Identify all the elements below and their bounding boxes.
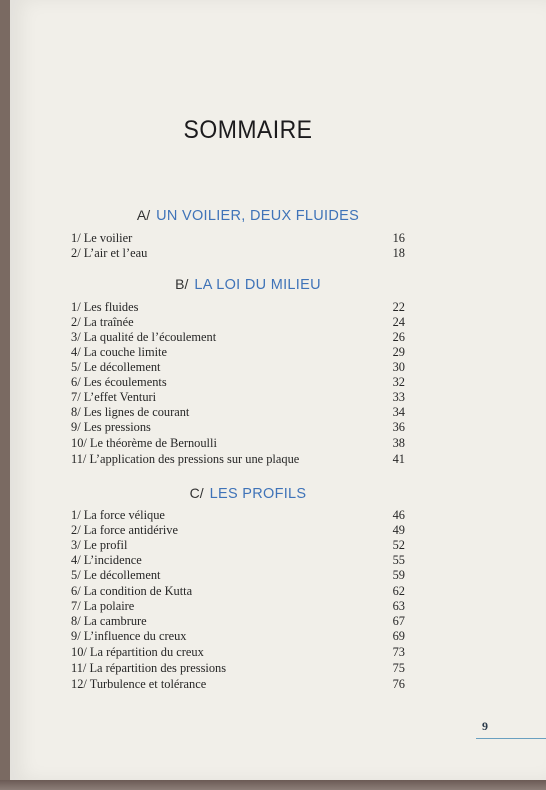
footer-rule xyxy=(476,738,546,739)
toc-entry-label: 6/ Les écoulements xyxy=(71,375,167,389)
toc-entry-label: 2/ La force antidérive xyxy=(71,523,178,537)
toc-entry-label: 7/ La polaire xyxy=(71,599,135,613)
toc-entry-page: 36 xyxy=(392,420,405,434)
toc-entry xyxy=(71,452,405,466)
toc-entry-label: 2/ L’air et l’eau xyxy=(71,246,148,260)
toc-entry-label: 10/ Le théorème de Bernoulli xyxy=(71,436,217,450)
toc-entry xyxy=(71,330,405,344)
toc-entry-page: 16 xyxy=(392,231,405,245)
section-heading-a xyxy=(10,207,486,224)
toc-entry xyxy=(71,538,405,552)
toc-entry xyxy=(71,629,405,643)
toc-entry-label: 3/ La qualité de l’écoulement xyxy=(71,330,217,344)
toc-entry-page: 52 xyxy=(392,538,405,552)
toc-entry-label: 8/ La cambrure xyxy=(71,614,147,628)
toc-entry xyxy=(71,345,405,359)
toc-entry-page: 55 xyxy=(392,553,405,567)
toc-entry-page: 76 xyxy=(392,677,405,691)
toc-entry-page: 32 xyxy=(392,375,405,389)
toc-entry xyxy=(71,614,405,628)
toc-entry-label: 11/ L’application des pressions sur une plaque xyxy=(71,452,300,466)
toc-entry-page: 26 xyxy=(392,330,405,344)
toc-entry-label: 10/ La répartition du creux xyxy=(71,645,204,659)
toc-entry xyxy=(71,300,405,314)
section-letter: B/ xyxy=(175,276,189,292)
toc-entry-page: 29 xyxy=(392,345,405,359)
toc-entry xyxy=(71,508,405,522)
toc-entry-label: 3/ Le profil xyxy=(71,538,128,552)
toc-entry-label: 1/ Les fluides xyxy=(71,300,139,314)
section-heading-c xyxy=(10,485,486,502)
section-heading-b xyxy=(10,276,486,293)
toc-entry-label: 9/ Les pressions xyxy=(71,420,151,434)
toc-entry xyxy=(71,661,405,675)
toc-entry xyxy=(71,553,405,567)
toc-entry xyxy=(71,246,405,260)
toc-entry-label: 1/ La force vélique xyxy=(71,508,165,522)
toc-entry xyxy=(71,231,405,245)
section-letter: A/ xyxy=(136,207,151,223)
toc-entry-page: 49 xyxy=(392,523,405,537)
toc-entry xyxy=(71,645,405,659)
toc-entry xyxy=(71,420,405,434)
toc-entry-page: 73 xyxy=(392,645,405,659)
book-page xyxy=(10,0,546,780)
page-edge xyxy=(0,780,546,790)
toc-entry-page: 59 xyxy=(392,568,405,582)
toc-entry-label: 2/ La traînée xyxy=(71,315,134,329)
toc-entry-page: 41 xyxy=(392,452,405,466)
toc-entry-label: 4/ L’incidence xyxy=(71,553,142,567)
toc-entry xyxy=(71,390,405,404)
toc-entry-page: 30 xyxy=(392,360,405,374)
toc-entry-page: 24 xyxy=(392,315,405,329)
toc-entry-label: 7/ L’effet Venturi xyxy=(71,390,157,404)
toc-entry xyxy=(71,599,405,613)
toc-entry-page: 33 xyxy=(392,390,405,404)
toc-entry-label: 5/ Le décollement xyxy=(71,360,161,374)
toc-entry-page: 46 xyxy=(392,508,405,522)
toc-entry-page: 22 xyxy=(392,300,405,314)
toc-entry-page: 34 xyxy=(392,405,405,419)
section-name: LA LOI DU MILIEU xyxy=(194,277,321,293)
toc-entry xyxy=(71,523,405,537)
toc-entry-label: 9/ L’influence du creux xyxy=(71,629,187,643)
toc-entry xyxy=(71,568,405,582)
page-number: 9 xyxy=(482,719,488,733)
toc-entry-label: 12/ Turbulence et tolérance xyxy=(71,677,207,691)
toc-entry-page: 75 xyxy=(392,661,405,675)
toc-entry-page: 18 xyxy=(392,246,405,260)
toc-entry-label: 4/ La couche limite xyxy=(71,345,167,359)
toc-entry-page: 38 xyxy=(392,436,405,450)
toc-entry-label: 6/ La condition de Kutta xyxy=(71,584,193,598)
toc-entry xyxy=(71,360,405,374)
toc-entry xyxy=(71,677,405,691)
toc-entry-page: 63 xyxy=(392,599,405,613)
page-title: SOMMAIRE xyxy=(183,116,313,144)
section-letter: C/ xyxy=(189,485,204,501)
toc-entry-label: 1/ Le voilier xyxy=(71,231,133,245)
toc-entry xyxy=(71,315,405,329)
section-name: UN VOILIER, DEUX FLUIDES xyxy=(156,208,360,224)
toc-entry xyxy=(71,405,405,419)
toc-entry-page: 62 xyxy=(392,584,405,598)
toc-entry-label: 11/ La répartition des pressions xyxy=(71,661,227,675)
toc-entry-page: 69 xyxy=(392,629,405,643)
toc-entry-label: 5/ Le décollement xyxy=(71,568,161,582)
toc-entry xyxy=(71,584,405,598)
toc-entry xyxy=(71,436,405,450)
section-name: LES PROFILS xyxy=(209,486,307,502)
toc-entry-label: 8/ Les lignes de courant xyxy=(71,405,190,419)
toc-entry xyxy=(71,375,405,389)
toc-entry-page: 67 xyxy=(392,614,405,628)
